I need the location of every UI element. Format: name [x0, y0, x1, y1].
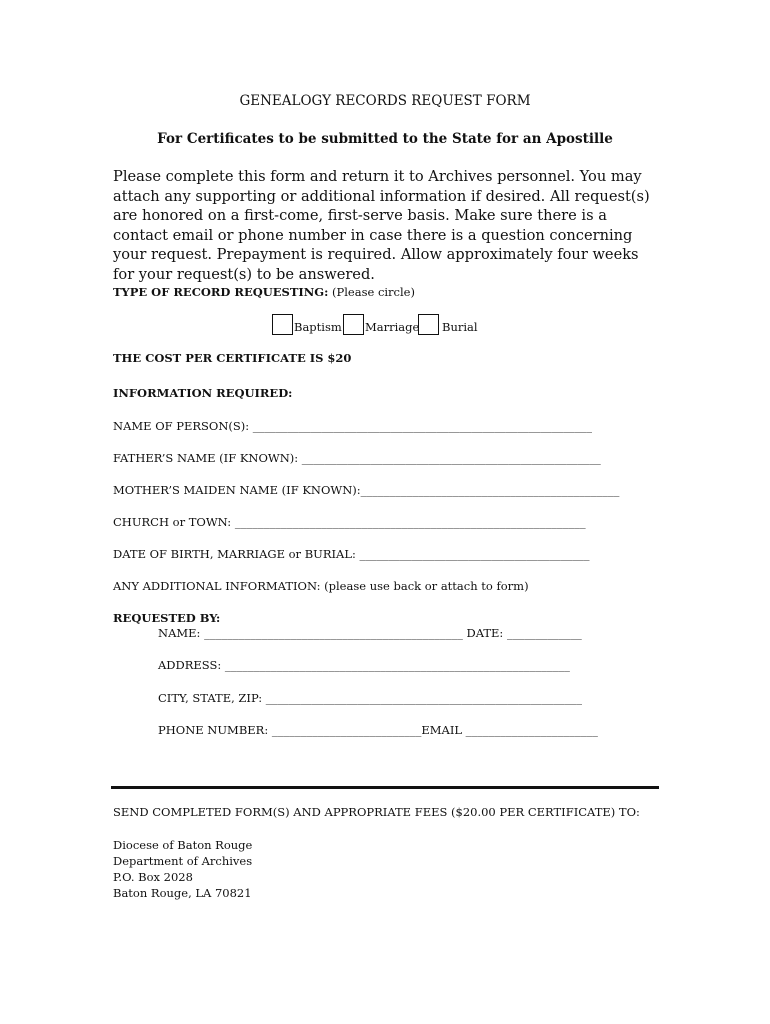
record-type-line: [113, 285, 415, 299]
record-type-hint: (Please circle): [332, 285, 415, 299]
information-required-heading: INFORMATION REQUIRED:: [113, 386, 293, 400]
send-to-instruction: SEND COMPLETED FORM(S) AND APPROPRIATE FEES ($20.00 PER CERTIFICATE) TO:: [113, 805, 640, 819]
form-subtitle: For Certificates to be submitted to the State for an Apostille: [157, 131, 613, 147]
requester-address-field[interactable]: ADDRESS: ____________________________________________________________: [158, 658, 570, 672]
requested-by-heading: REQUESTED BY:: [113, 611, 221, 625]
requester-city-state-zip-field[interactable]: CITY, STATE, ZIP: _______________________________________________________: [158, 691, 583, 705]
mailing-address-line: Department of Archives: [113, 854, 253, 868]
church-or-town-field[interactable]: CHURCH or TOWN: _____________________________________________________________: [113, 515, 586, 529]
mothers-maiden-name-field[interactable]: MOTHER’S MAIDEN NAME (IF KNOWN):_____________________________________________: [113, 483, 620, 497]
divider-rule: [111, 786, 659, 789]
marriage-label: Marriage: [365, 320, 420, 334]
requester-name-date-field[interactable]: NAME: _____________________________________________ DATE: _____________: [158, 626, 582, 640]
baptism-checkbox[interactable]: [272, 314, 293, 335]
name-of-persons-field[interactable]: NAME OF PERSON(S): ___________________________________________________________: [113, 419, 593, 433]
requester-phone-email-field[interactable]: PHONE NUMBER: __________________________EMAIL _______________________: [158, 723, 598, 737]
burial-label: Burial: [442, 320, 478, 334]
date-of-event-field[interactable]: DATE OF BIRTH, MARRIAGE or BURIAL: ________________________________________: [113, 547, 590, 561]
mailing-address-line: Diocese of Baton Rouge: [113, 838, 253, 852]
burial-checkbox[interactable]: [418, 314, 439, 335]
mailing-address-line: Baton Rouge, LA 70821: [113, 886, 252, 900]
intro-paragraph: Please complete this form and return it to Archives personnel. You may attach any supporting or additional information if desired. All request(s) are honored on a first-come, first-serve basis. Make sure there is a contact email or phone number in case there is a question concerning your request. Prepayment is required. Allow approximately four weeks for your request(s) to be answered.: [113, 168, 650, 283]
form-title: GENEALOGY RECORDS REQUEST FORM: [239, 93, 531, 109]
cost-statement: THE COST PER CERTIFICATE IS $20: [113, 351, 352, 365]
baptism-label: Baptism: [294, 320, 342, 334]
record-type-label: TYPE OF RECORD REQUESTING:: [113, 285, 329, 299]
marriage-checkbox[interactable]: [343, 314, 364, 335]
additional-information-line: ANY ADDITIONAL INFORMATION: (please use back or attach to form): [113, 579, 529, 593]
mailing-address-line: P.O. Box 2028: [113, 870, 193, 884]
fathers-name-field[interactable]: FATHER’S NAME (IF KNOWN): ____________________________________________________: [113, 451, 601, 465]
